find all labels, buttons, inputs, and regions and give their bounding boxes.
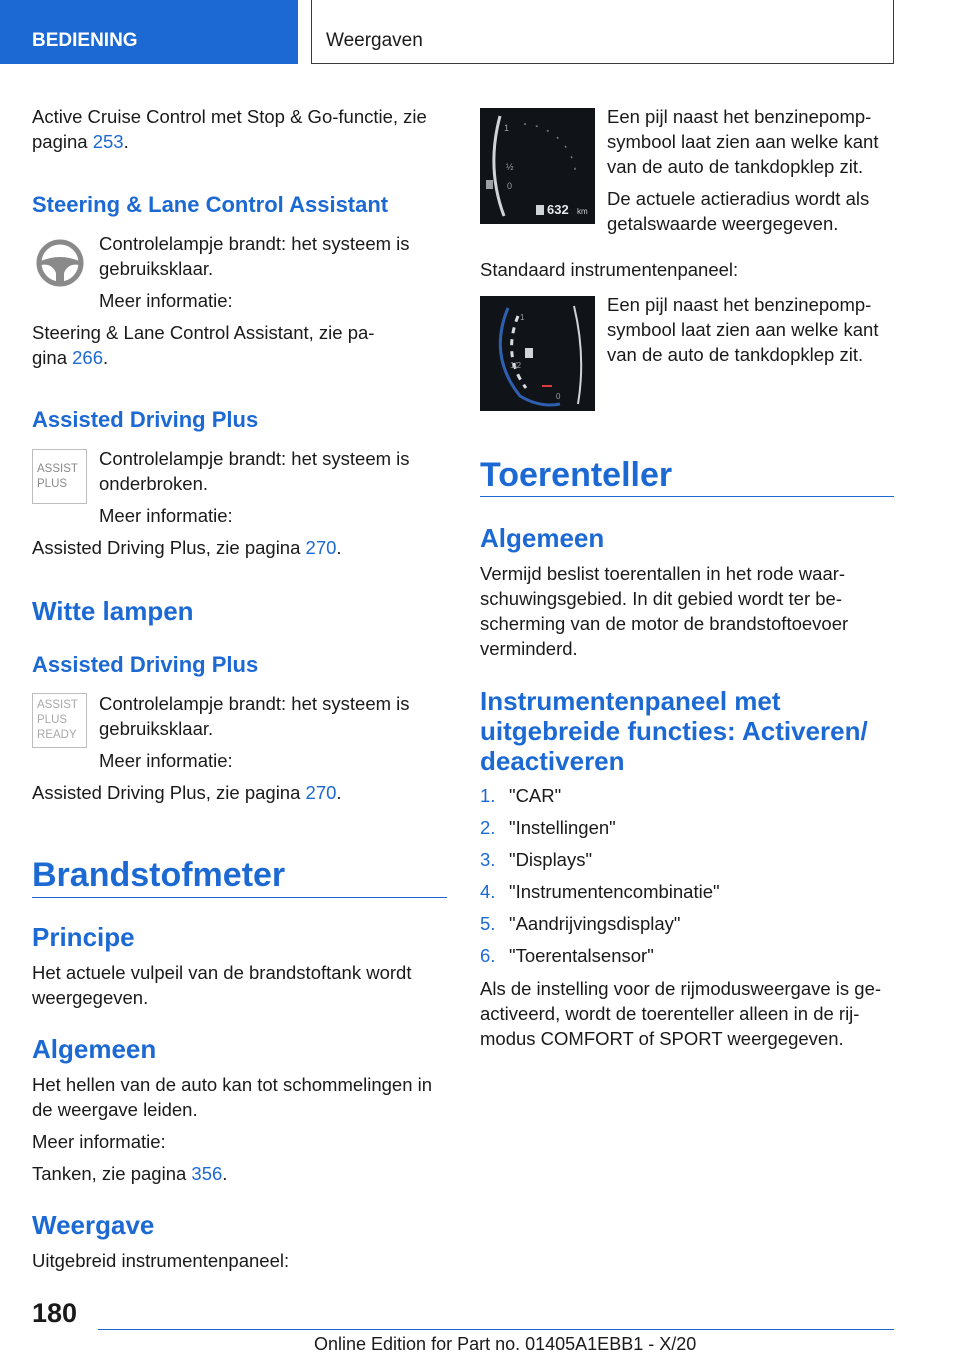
edition-text: Online Edition for Part no. 01405A1EBB1 - X/20 bbox=[314, 1334, 697, 1354]
adp1-ref: Assisted Driving Plus, zie pagina 270. bbox=[32, 537, 342, 558]
list-item: 5. "Aandrijvingsdisplay" bbox=[480, 913, 681, 934]
panel-heading-line2: uitgebreide functies: Activeren/ bbox=[480, 716, 868, 746]
tach-alg-line3: scherming van de motor de brandstoftoevoer bbox=[480, 613, 849, 634]
adp1-line1: Controlelampje brandt: het systeem is bbox=[99, 448, 410, 469]
ext-text-line3: van de auto de tankdopklep zit. bbox=[607, 156, 864, 177]
heading-rule bbox=[480, 496, 894, 497]
adp2-more: Meer informatie: bbox=[99, 750, 233, 771]
weergave-text: Uitgebreid instrumentenpaneel: bbox=[32, 1250, 290, 1271]
steering-ref-line2: gina 266. bbox=[32, 347, 109, 368]
std-text-line2: symbool laat zien aan welke kant bbox=[607, 319, 879, 340]
tach-alg-line2: schuwingsgebied. In dit gebied wordt ter be- bbox=[480, 588, 842, 609]
principe-heading: Principe bbox=[32, 922, 135, 952]
page-link[interactable]: 266 bbox=[72, 347, 103, 368]
steering-line2: gebruiksklaar. bbox=[99, 258, 214, 279]
svg-text:1: 1 bbox=[520, 313, 525, 322]
fuel-pump-icon bbox=[486, 180, 493, 189]
tach-alg-line4: verminderd. bbox=[480, 638, 578, 659]
tach-heading: Toerenteller bbox=[480, 456, 673, 494]
svg-text:632: 632 bbox=[547, 202, 569, 217]
adp2-heading: Assisted Driving Plus bbox=[32, 652, 259, 677]
tach-algemeen-heading: Algemeen bbox=[480, 523, 605, 553]
tach-note-line2: activeerd, wordt de toerenteller alleen in de rij- bbox=[480, 1003, 860, 1024]
list-item: 3. "Displays" bbox=[480, 849, 593, 870]
section-label: BEDIENING bbox=[32, 30, 138, 51]
list-item: 6. "Toerentalsensor" bbox=[480, 945, 654, 966]
steering-heading: Steering & Lane Control Assistant bbox=[32, 192, 389, 217]
intro-line2: pagina 253. bbox=[32, 131, 129, 152]
page-link[interactable]: 253 bbox=[92, 131, 124, 152]
page-link[interactable]: 270 bbox=[305, 782, 337, 803]
algemeen-ref: Tanken, zie pagina 356. bbox=[32, 1163, 228, 1184]
steering-line1: Controlelampje brandt: het systeem is bbox=[99, 233, 410, 254]
adp1-heading: Assisted Driving Plus bbox=[32, 407, 259, 432]
standard-label: Standaard instrumentenpaneel: bbox=[480, 259, 739, 280]
intro-line1: Active Cruise Control met Stop & Go-functie, zie bbox=[32, 106, 427, 127]
algemeen-line1: Het hellen van de auto kan tot schommelingen in bbox=[32, 1074, 433, 1095]
list-item: 1. "CAR" bbox=[480, 785, 562, 806]
std-text-line1: Een pijl naast het benzinepomp- bbox=[607, 294, 872, 315]
svg-text:1: 1 bbox=[504, 123, 510, 133]
algemeen-heading: Algemeen bbox=[32, 1034, 157, 1064]
chapter-box bbox=[311, 0, 894, 64]
fuel-heading: Brandstofmeter bbox=[32, 856, 286, 894]
svg-text:0: 0 bbox=[507, 181, 513, 191]
ext-text2-line1: De actuele actieradius wordt als bbox=[607, 188, 870, 209]
adp1-more: Meer informatie: bbox=[99, 505, 233, 526]
page-number: 180 bbox=[32, 1298, 78, 1328]
principe-line2: weergegeven. bbox=[32, 987, 149, 1008]
footer-rule bbox=[98, 1329, 894, 1330]
assist-plus-icon: ASSIST PLUS bbox=[32, 449, 87, 504]
assist-plus-ready-icon: ASSIST PLUS READY bbox=[32, 693, 87, 748]
svg-text:½: ½ bbox=[506, 162, 514, 172]
page-link[interactable]: 356 bbox=[191, 1163, 223, 1184]
weergave-heading: Weergave bbox=[32, 1210, 155, 1240]
adp2-line2: gebruiksklaar. bbox=[99, 718, 214, 739]
adp1-line2: onderbroken. bbox=[99, 473, 209, 494]
white-lamps-heading: Witte lampen bbox=[32, 596, 194, 626]
list-item: 2. "Instellingen" bbox=[480, 817, 616, 838]
algemeen-more: Meer informatie: bbox=[32, 1131, 166, 1152]
steps-list bbox=[480, 783, 720, 975]
fuel-pump-icon bbox=[525, 348, 533, 358]
steering-ref-line1: Steering & Lane Control Assistant, zie pa- bbox=[32, 322, 375, 343]
panel-heading-line1: Instrumentenpaneel met bbox=[480, 686, 781, 716]
chapter-label: Weergaven bbox=[326, 30, 423, 51]
list-item: 4. "Instrumentencombinatie" bbox=[480, 881, 720, 902]
algemeen-line2: de weergave leiden. bbox=[32, 1099, 198, 1120]
ext-text-line1: Een pijl naast het benzinepomp- bbox=[607, 106, 872, 127]
std-text-line3: van de auto de tankdopklep zit. bbox=[607, 344, 864, 365]
page-link[interactable]: 270 bbox=[305, 537, 337, 558]
tach-note-line3: modus COMFORT of SPORT weergegeven. bbox=[480, 1028, 844, 1049]
adp2-ref: Assisted Driving Plus, zie pagina 270. bbox=[32, 782, 342, 803]
steering-more: Meer informatie: bbox=[99, 290, 233, 311]
svg-text:km: km bbox=[577, 207, 588, 216]
principe-line1: Het actuele vulpeil van de brandstoftank wordt bbox=[32, 962, 412, 983]
tach-note-line1: Als de instelling voor de rijmodusweergave is ge- bbox=[480, 978, 882, 999]
standard-fuel-gauge-image bbox=[480, 296, 595, 411]
heading-rule bbox=[32, 897, 447, 898]
tach-alg-line1: Vermijd beslist toerentallen in het rode waar- bbox=[480, 563, 846, 584]
ext-text2-line2: getalswaarde weergegeven. bbox=[607, 213, 839, 234]
ext-text-line2: symbool laat zien aan welke kant bbox=[607, 131, 879, 152]
extended-fuel-gauge-image bbox=[480, 108, 595, 224]
panel-heading-line3: deactiveren bbox=[480, 746, 625, 776]
section-tab bbox=[0, 0, 298, 64]
svg-text:1/2: 1/2 bbox=[510, 361, 522, 370]
adp2-line1: Controlelampje brandt: het systeem is bbox=[99, 693, 410, 714]
svg-text:0: 0 bbox=[556, 392, 561, 401]
steering-wheel-icon bbox=[34, 237, 86, 289]
